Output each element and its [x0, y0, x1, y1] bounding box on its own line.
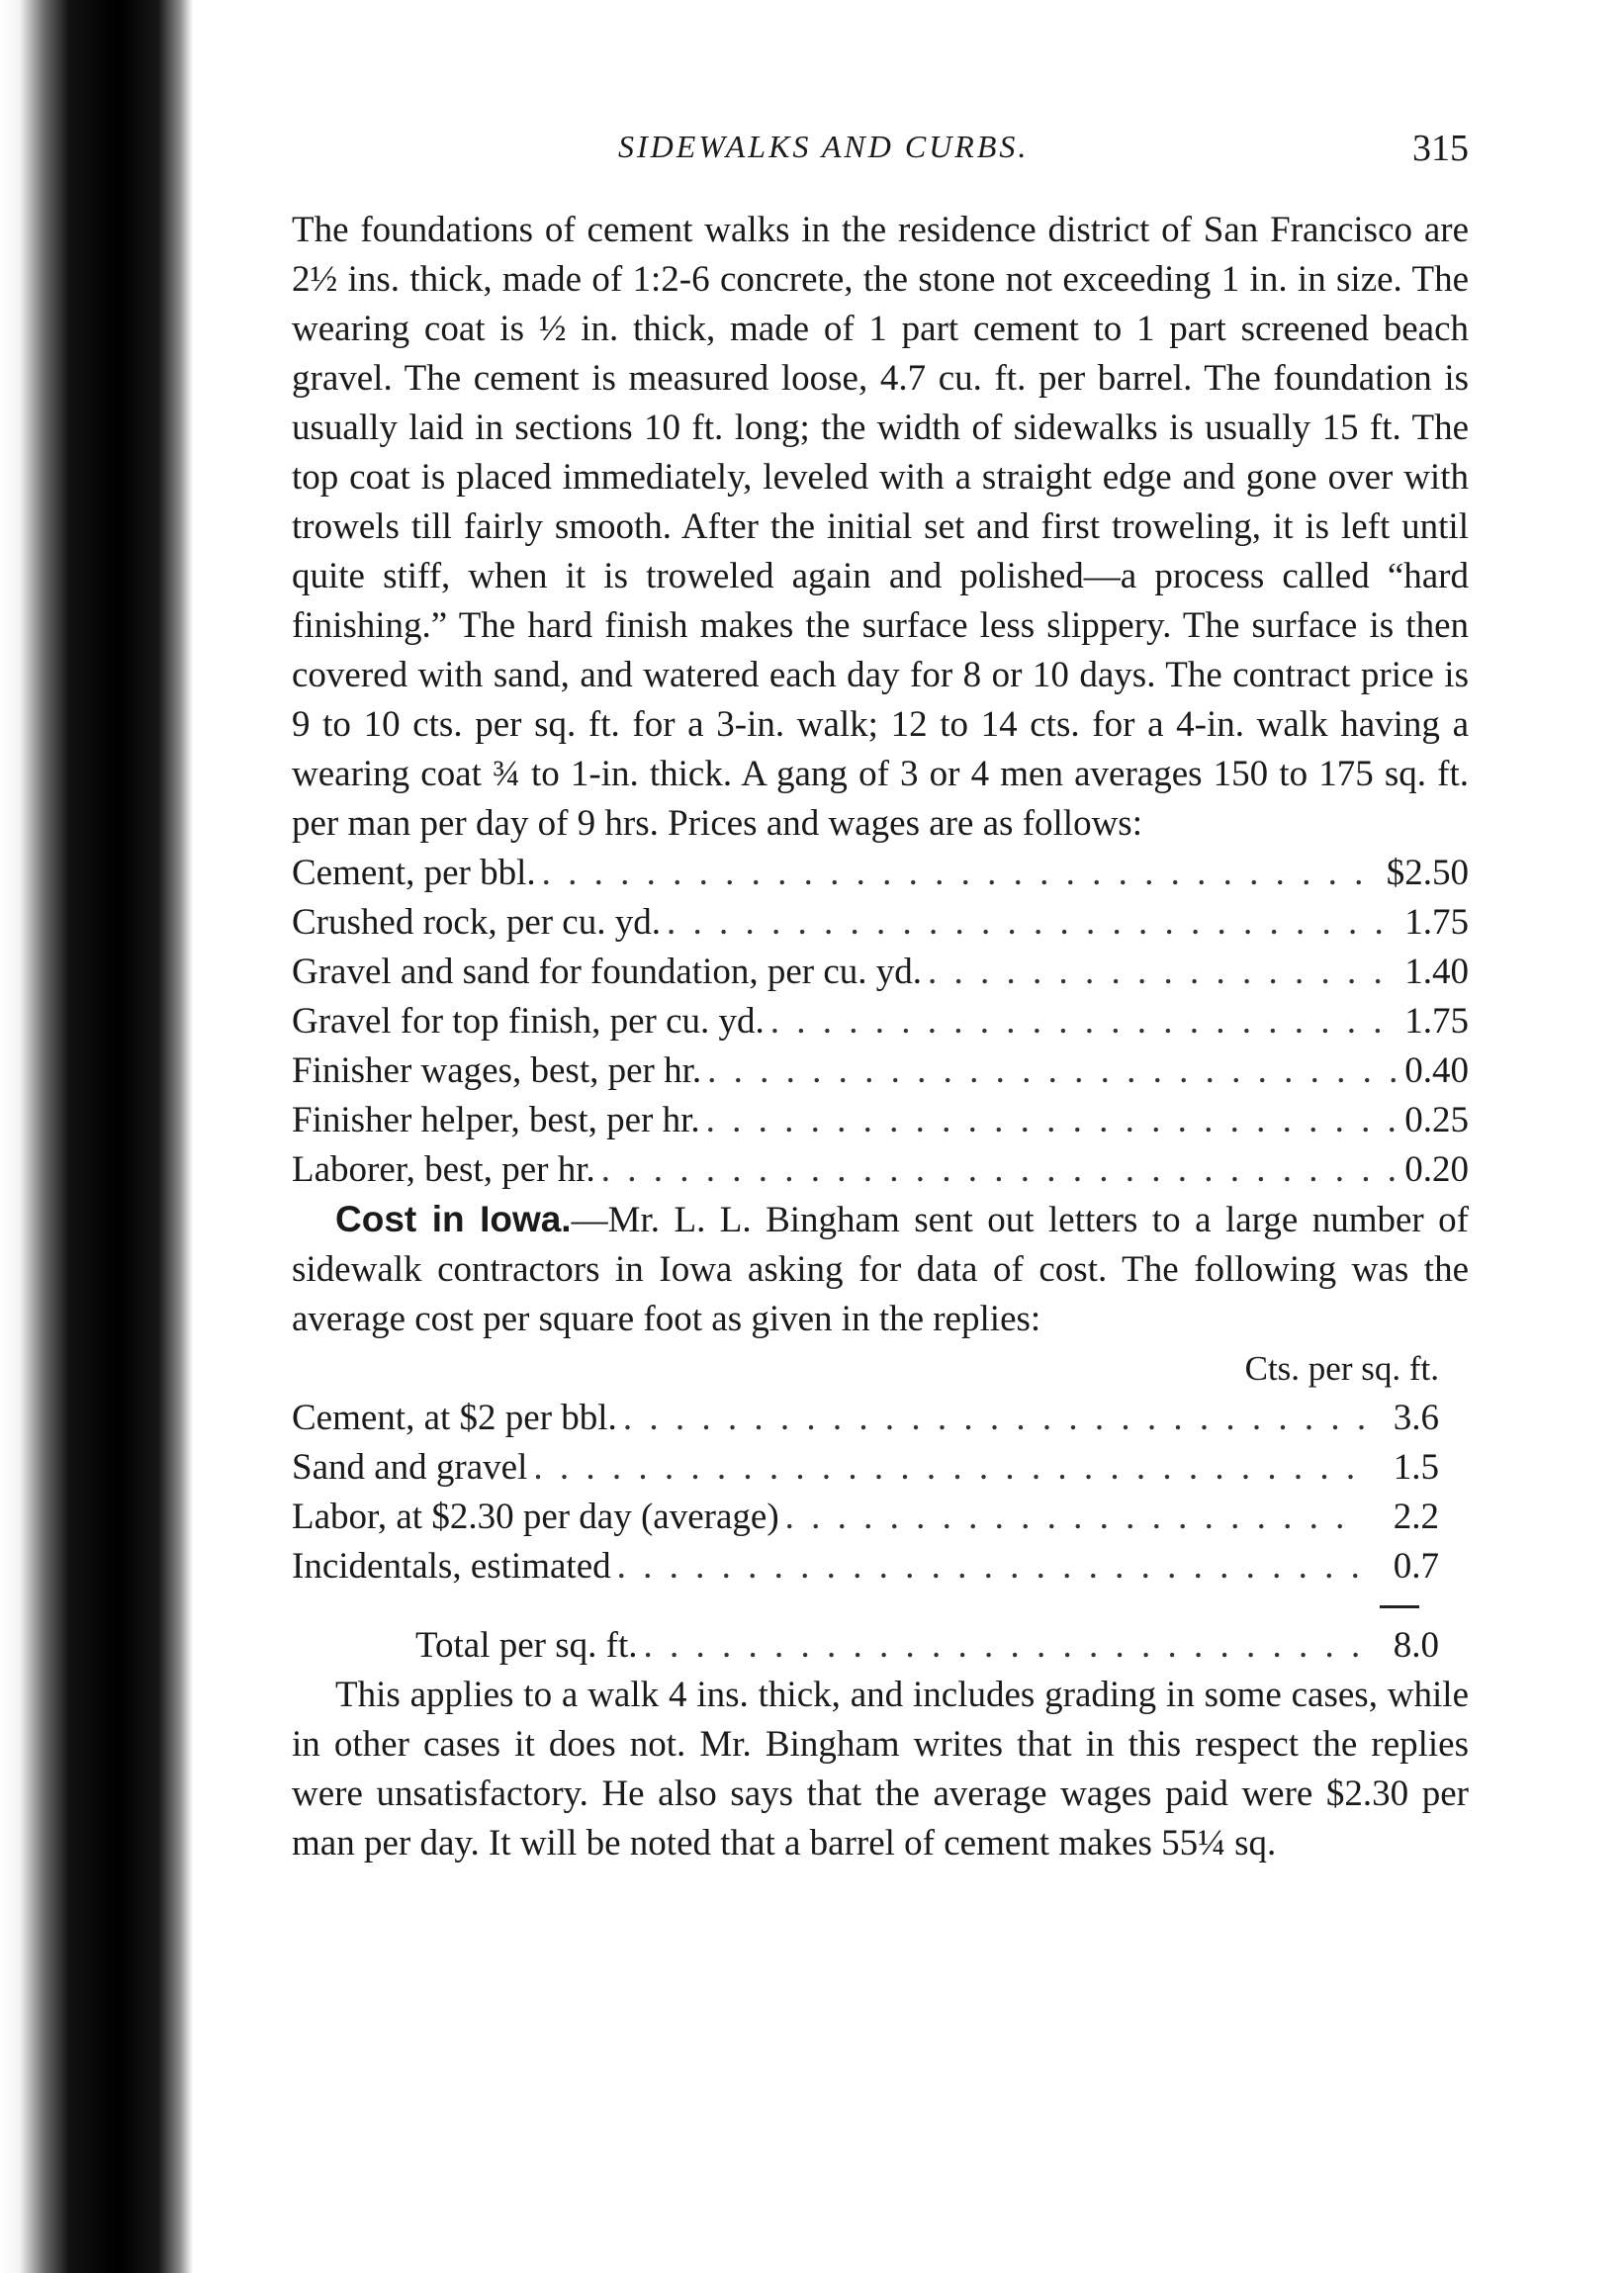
total-value: 8.0 — [1393, 1625, 1439, 1666]
dot-leader — [785, 1493, 1364, 1542]
dot-leader — [542, 849, 1381, 898]
price-label: Gravel and sand for foundation, per cu. yd. — [292, 952, 923, 992]
cost-row — [292, 1493, 1439, 1542]
price-row — [292, 948, 1469, 997]
book-page — [292, 119, 1469, 1868]
cost-value: 0.7 — [1393, 1546, 1439, 1587]
running-head: SIDEWALKS AND CURBS. — [618, 129, 1030, 164]
page-header — [292, 119, 1469, 188]
cost-label: Sand and gravel — [292, 1447, 528, 1488]
book-binding-shadow — [0, 0, 193, 2273]
cost-label: Labor, at $2.30 per day (average) — [292, 1497, 779, 1537]
price-row — [292, 1046, 1469, 1096]
cost-row — [292, 1394, 1439, 1443]
cost-row — [292, 1542, 1439, 1591]
cost-row — [292, 1443, 1439, 1493]
price-label: Gravel for top finish, per cu. yd. — [292, 1001, 765, 1042]
price-list — [292, 849, 1469, 1195]
dot-leader — [644, 1621, 1365, 1671]
section-run-in-heading: Cost in Iowa. — [335, 1199, 572, 1239]
price-label: Finisher helper, best, per hr. — [292, 1100, 700, 1140]
cost-label: Incidentals, estimated — [292, 1546, 611, 1587]
price-row — [292, 849, 1469, 898]
cost-column-header: Cts. per sq. ft. — [1244, 1349, 1439, 1388]
dot-leader — [770, 997, 1398, 1046]
paragraph-cost-in-iowa — [292, 1195, 1469, 1344]
total-row — [292, 1621, 1439, 1671]
price-value: 0.25 — [1404, 1100, 1469, 1140]
dot-leader — [706, 1096, 1399, 1145]
price-row — [292, 997, 1469, 1046]
price-value: $2.50 — [1386, 853, 1469, 893]
price-value: 1.40 — [1404, 952, 1469, 992]
cost-value: 2.2 — [1393, 1497, 1439, 1537]
cost-label: Cement, at $2 per bbl. — [292, 1398, 617, 1438]
dot-leader — [533, 1443, 1364, 1493]
dot-leader — [623, 1394, 1364, 1443]
price-label: Laborer, best, per hr. — [292, 1149, 595, 1190]
paragraph-san-francisco: The foundations of cement walks in the residence district of San Francisco are 2½ ins. thick, made of 1:2-6 concrete, the stone not exceeding 1 in. in size. The wearing coat is ½ in. thick, made of 1 part cement to 1 part screened beach gravel. The cement is measured loose, 4.7 cu. ft. per barrel. The foundation is usually laid in sections 10 ft. long; the width of sidewalks is usually 15 ft. The top coat is placed immediately, leveled with a straight edge and gone over with trowels till fairly smooth. After the initial set and first troweling, it is left until quite stiff, when it is troweled again and polished—a process called “hard finishing.” The hard finish makes the surface less slippery. The surface is then covered with sand, and watered each day for 8 or 10 days. The contract price is 9 to 10 cts. per sq. ft. for a 3-in. walk; 12 to 14 cts. for a 4-in. walk having a wearing coat ¾ to 1-in. thick. A gang of 3 or 4 men averages 150 to 175 sq. ft. per man per day of 9 hrs. Prices and wages are as follows: — [292, 210, 1469, 844]
iowa-cost-table — [292, 1344, 1439, 1671]
paragraph-iowa-text: —Mr. L. L. Bingham sent out letters to a large number of sidewalk contractors in Iowa asking for data of cost. The following was the average cost per square foot as given in the replies: — [292, 1200, 1469, 1339]
price-row — [292, 1145, 1469, 1195]
dot-leader — [601, 1145, 1399, 1195]
cost-value: 3.6 — [1393, 1398, 1439, 1438]
page-number: 315 — [1412, 128, 1469, 169]
price-row — [292, 898, 1469, 948]
sum-rule — [292, 1591, 1439, 1621]
price-row — [292, 1096, 1469, 1145]
paragraph-bingham: This applies to a walk 4 ins. thick, and includes grading in some cases, while in other cases it does not. Mr. Bingham writes that in this respect the replies were unsatisfactory. He also says that the average wages paid were $2.30 per man per day. It will be noted that a barrel of cement makes 55¼ sq. — [292, 1675, 1469, 1864]
cost-value: 1.5 — [1393, 1447, 1439, 1488]
price-value: 0.40 — [1404, 1050, 1469, 1091]
price-value: 1.75 — [1404, 1001, 1469, 1042]
dot-leader — [667, 898, 1398, 948]
sum-rule-line — [1380, 1605, 1419, 1608]
dot-leader — [928, 948, 1398, 997]
price-label: Crushed rock, per cu. yd. — [292, 902, 661, 943]
dot-leader — [617, 1542, 1364, 1591]
price-value: 0.20 — [1404, 1149, 1469, 1190]
dot-leader — [707, 1046, 1398, 1096]
price-label: Cement, per bbl. — [292, 853, 536, 893]
price-label: Finisher wages, best, per hr. — [292, 1050, 702, 1091]
total-label: Total per sq. ft. — [415, 1625, 638, 1666]
price-value: 1.75 — [1404, 902, 1469, 943]
